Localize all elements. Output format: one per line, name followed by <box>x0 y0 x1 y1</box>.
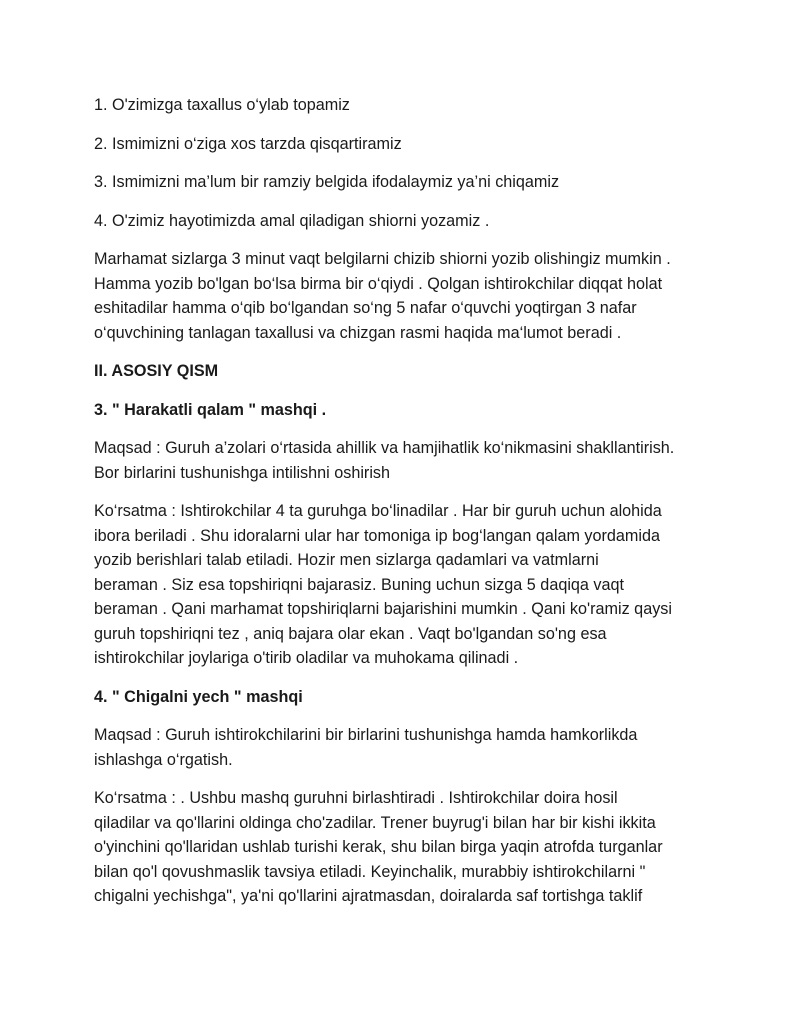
exercise4-heading: 4. " Chigalni yech " mashqi <box>94 687 303 706</box>
exercise4-instruction: Ko‘rsatma : . Ushbu mashq guruhni birlashtiradi . Ishtirokchilar doira hosil qiladilar va qo'llarini oldinga cho'zadilar. Trener buyrug'i bilan har bir kishi ikkita o'yinchini qo'llaridan ushlab turishi kerak, shu bilan birga yaqin atrofda turganlar bilan qo'l qovushmaslik tavsiya etiladi. Keyinchalik, murabbiy ishtirokchilarni " chigalni yechishga", ya'ni qo'llarini ajratmasdan, doiralarda saf tortishga taklif <box>94 789 663 905</box>
document-page <box>94 93 714 923</box>
list-item-1: 1. O'zimizga taxallus o‘ylab topamiz <box>94 96 350 114</box>
section-heading: II. ASOSIY QISM <box>94 362 219 380</box>
exercise3-goal: Maqsad : Guruh a’zolari o‘rtasida ahillik va hamjihatlik ko‘nikmasini shakllantirish. Bor birlarini tushunishga intilishni oshirish <box>94 439 675 482</box>
list-item-2: 2. Ismimizni o‘ziga xos tarzda qisqartiramiz <box>94 134 402 153</box>
intro-paragraph: Marhamat sizlarga 3 minut vaqt belgilarni chizib shiorni yozib olishingiz mumkin . Hamma yozib bo'lgan bo‘lsa birma bir o‘qiydi . Qolgan ishtirokchilar diqqat holat eshitadilar hamma o‘qib bo‘lgandan so‘ng 5 nafar o‘quvchi yoqtirgan 3 nafar o‘quvchining tanlagan taxallusi va chizgan rasmi haqida ma‘lumot beradi . <box>94 250 671 342</box>
exercise3-instruction: Ko‘rsatma : Ishtirokchilar 4 ta guruhga bo‘linadilar . Har bir guruh uchun alohida ibora beriladi . Shu idoralarni ular har tomoniga ip bog‘langan qalam yordamida yozib berishlari talab etiladi. Hozir men sizlarga qadamlari va vatmlarni beraman . Siz esa topshiriqni bajarasiz. Buning uchun sizga 5 daqiqa vaqt beraman . Qani marhamat topshiriqlarni bajarishini mumkin . Qani ko'ramiz qaysi guruh topshiriqni tez , aniq bajara olar ekan . Vaqt bo'lgandan so'ng esa ishtirokchilar joylariga o'tirib oladilar va muhokama qilinadi . <box>94 502 672 667</box>
list-item-3: 3. Ismimizni ma’lum bir ramziy belgida ifodalaymiz ya’ni chiqamiz <box>94 173 560 191</box>
list-item-4: 4. O'zimiz hayotimizda amal qiladigan shiorni yozamiz . <box>94 211 490 230</box>
exercise3-heading: 3. " Harakatli qalam " mashqi . <box>94 400 327 419</box>
exercise4-goal: Maqsad : Guruh ishtirokchilarini bir birlarini tushunishga hamda hamkorlikda ishlashga o‘rgatish. <box>94 726 638 769</box>
